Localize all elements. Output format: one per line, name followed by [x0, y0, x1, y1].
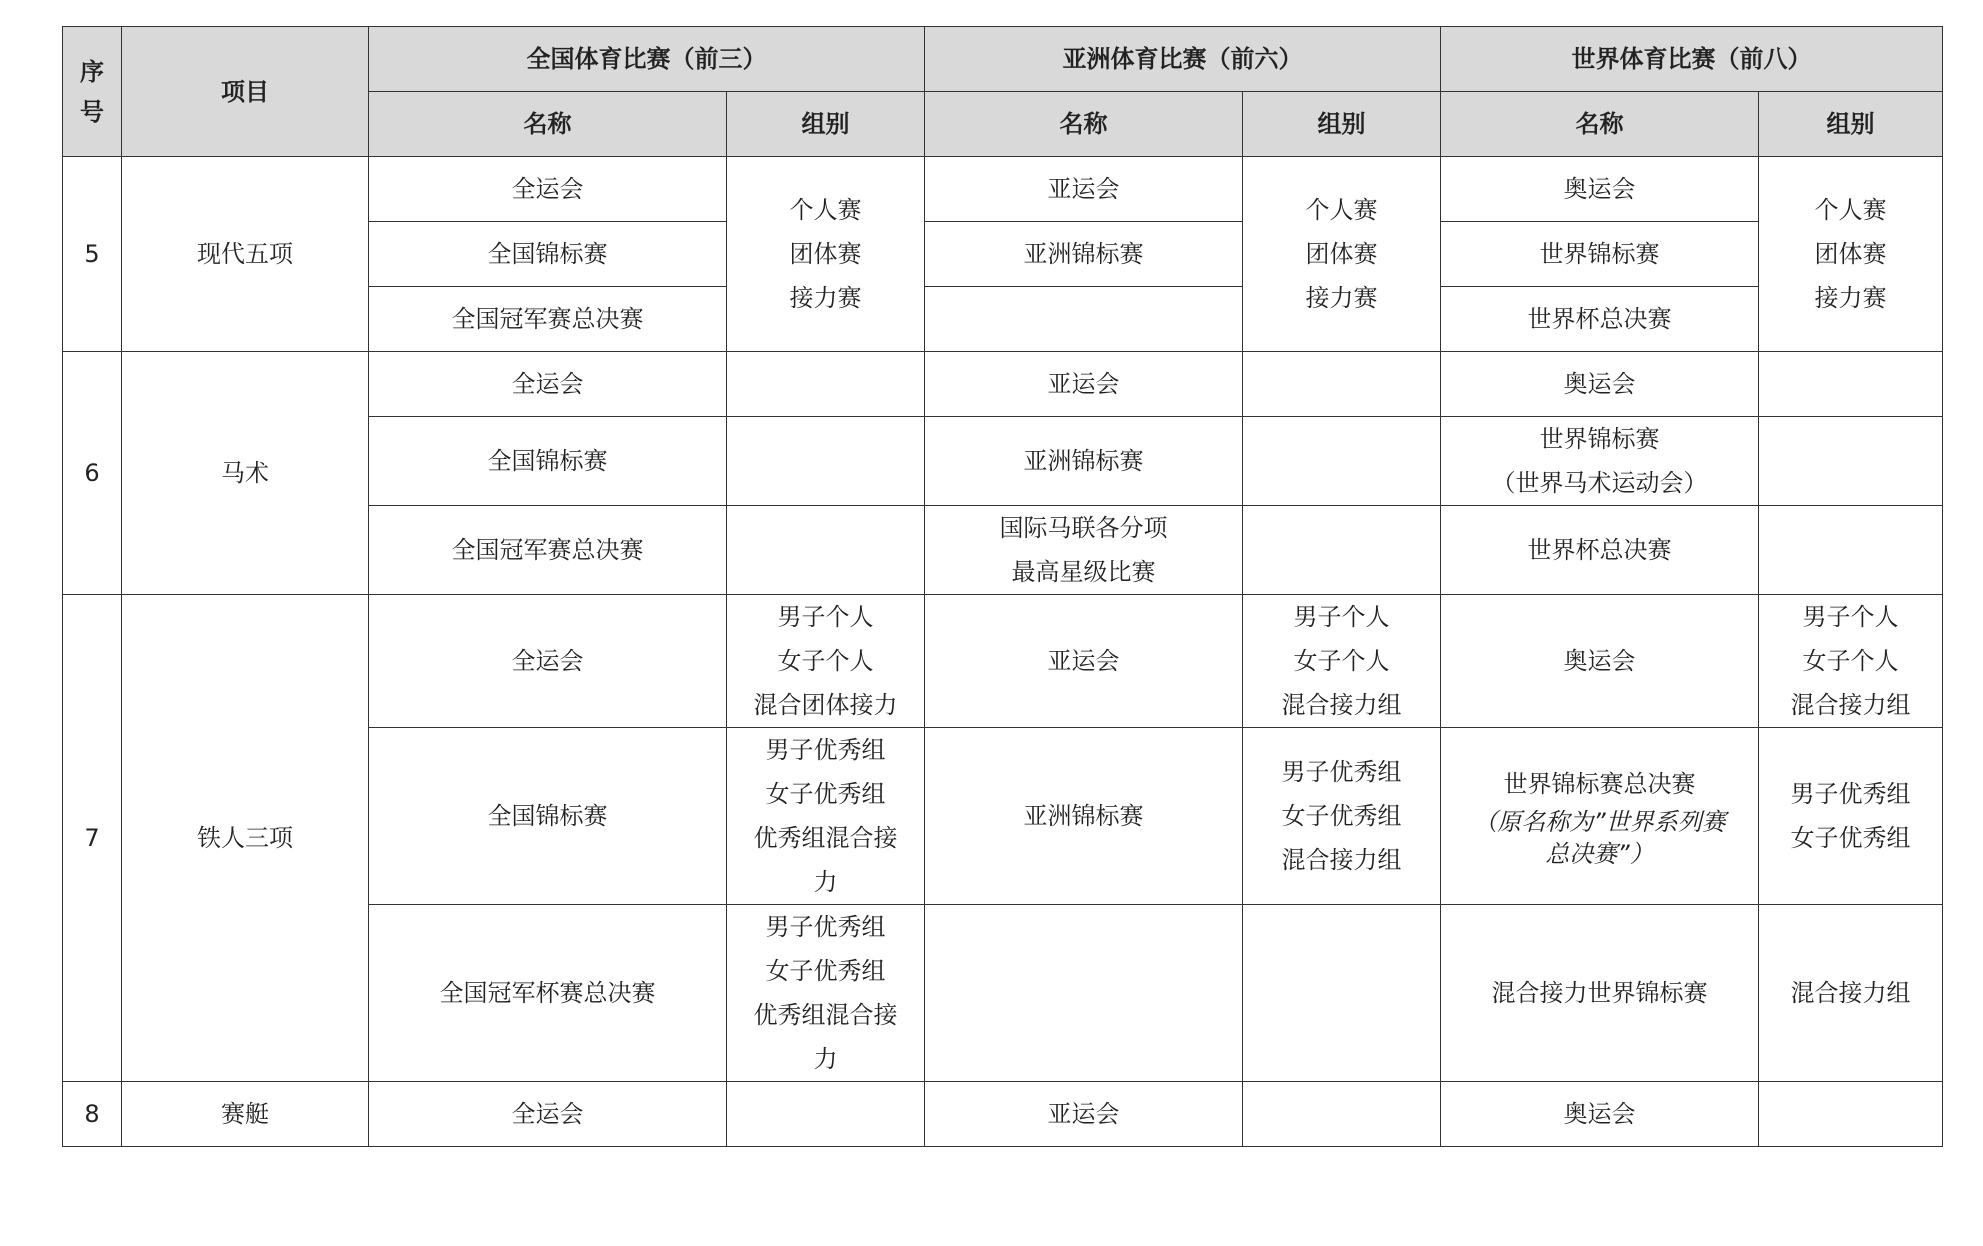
- world-name: 奥运会: [1441, 1082, 1759, 1147]
- world-group: [1759, 417, 1943, 506]
- world-name: 世界杯总决赛: [1441, 287, 1759, 352]
- row-seq: 5: [63, 157, 122, 352]
- asia-name: 亚洲锦标赛: [925, 728, 1243, 905]
- asia-group: 男子优秀组 女子优秀组 混合接力组: [1243, 728, 1441, 905]
- asia-name: [925, 905, 1243, 1082]
- world-name: 奥运会: [1441, 157, 1759, 222]
- header-world-group: 组别: [1759, 92, 1943, 157]
- world-name: 世界锦标赛: [1441, 222, 1759, 287]
- asia-group: [1243, 1082, 1441, 1147]
- national-group: 男子个人 女子个人 混合团体接力: [727, 595, 925, 728]
- national-name: 全运会: [369, 157, 727, 222]
- national-name: 全运会: [369, 352, 727, 417]
- table-row: [63, 1082, 1943, 1147]
- header-asia: 亚洲体育比赛（前六）: [925, 27, 1441, 92]
- competition-table: [62, 26, 1943, 1147]
- asia-name: [925, 287, 1243, 352]
- national-name: 全国冠军赛总决赛: [369, 506, 727, 595]
- header-project: 项目: [122, 27, 369, 157]
- national-group: [727, 352, 925, 417]
- national-group: 个人赛 团体赛 接力赛: [727, 157, 925, 352]
- header-national-group: 组别: [727, 92, 925, 157]
- world-group: [1759, 352, 1943, 417]
- asia-name: 国际马联各分项 最高星级比赛: [925, 506, 1243, 595]
- row-project: 马术: [122, 352, 369, 595]
- table-row: [63, 595, 1943, 728]
- header-asia-group: 组别: [1243, 92, 1441, 157]
- table-row: [63, 157, 1943, 222]
- national-name: 全国冠军杯赛总决赛: [369, 905, 727, 1082]
- national-group: 男子优秀组 女子优秀组 优秀组混合接 力: [727, 728, 925, 905]
- national-name: 全国锦标赛: [369, 728, 727, 905]
- asia-group: [1243, 417, 1441, 506]
- world-group: 男子个人 女子个人 混合接力组: [1759, 595, 1943, 728]
- asia-name: 亚洲锦标赛: [925, 222, 1243, 287]
- header-asia-name: 名称: [925, 92, 1243, 157]
- world-group: 个人赛 团体赛 接力赛: [1759, 157, 1943, 352]
- header-national-name: 名称: [369, 92, 727, 157]
- asia-group: [1243, 352, 1441, 417]
- world-group: 男子优秀组 女子优秀组: [1759, 728, 1943, 905]
- asia-name: 亚运会: [925, 1082, 1243, 1147]
- asia-name: 亚运会: [925, 595, 1243, 728]
- world-name: 混合接力世界锦标赛: [1441, 905, 1759, 1082]
- asia-group: 个人赛 团体赛 接力赛: [1243, 157, 1441, 352]
- national-name: 全国锦标赛: [369, 222, 727, 287]
- header-national: 全国体育比赛（前三）: [369, 27, 925, 92]
- world-group: [1759, 1082, 1943, 1147]
- table-row: [63, 352, 1943, 417]
- world-name: 世界锦标赛 （世界马术运动会）: [1441, 417, 1759, 506]
- asia-name: 亚洲锦标赛: [925, 417, 1243, 506]
- national-group: 男子优秀组 女子优秀组 优秀组混合接 力: [727, 905, 925, 1082]
- world-group: [1759, 506, 1943, 595]
- asia-group: [1243, 905, 1441, 1082]
- header-world-name: 名称: [1441, 92, 1759, 157]
- world-name: 奥运会: [1441, 352, 1759, 417]
- world-group: 混合接力组: [1759, 905, 1943, 1082]
- row-seq: 8: [63, 1082, 122, 1147]
- asia-group: [1243, 506, 1441, 595]
- row-project: 铁人三项: [122, 595, 369, 1082]
- row-project: 赛艇: [122, 1082, 369, 1147]
- national-group: [727, 417, 925, 506]
- world-name: [1441, 728, 1759, 905]
- world-name-note: （原名称为”世界系列赛 总决赛”）: [1473, 808, 1726, 868]
- asia-name: 亚运会: [925, 157, 1243, 222]
- world-name: 奥运会: [1441, 595, 1759, 728]
- row-project: 现代五项: [122, 157, 369, 352]
- header-seq: 序号: [63, 27, 122, 157]
- national-name: 全国锦标赛: [369, 417, 727, 506]
- national-name: 全运会: [369, 1082, 727, 1147]
- row-seq: 7: [63, 595, 122, 1082]
- national-name: 全国冠军赛总决赛: [369, 287, 727, 352]
- asia-group: 男子个人 女子个人 混合接力组: [1243, 595, 1441, 728]
- world-name-text: 世界锦标赛总决赛: [1503, 770, 1696, 798]
- header-world: 世界体育比赛（前八）: [1441, 27, 1943, 92]
- row-seq: 6: [63, 352, 122, 595]
- national-group: [727, 1082, 925, 1147]
- national-group: [727, 506, 925, 595]
- world-name: 世界杯总决赛: [1441, 506, 1759, 595]
- national-name: 全运会: [369, 595, 727, 728]
- asia-name: 亚运会: [925, 352, 1243, 417]
